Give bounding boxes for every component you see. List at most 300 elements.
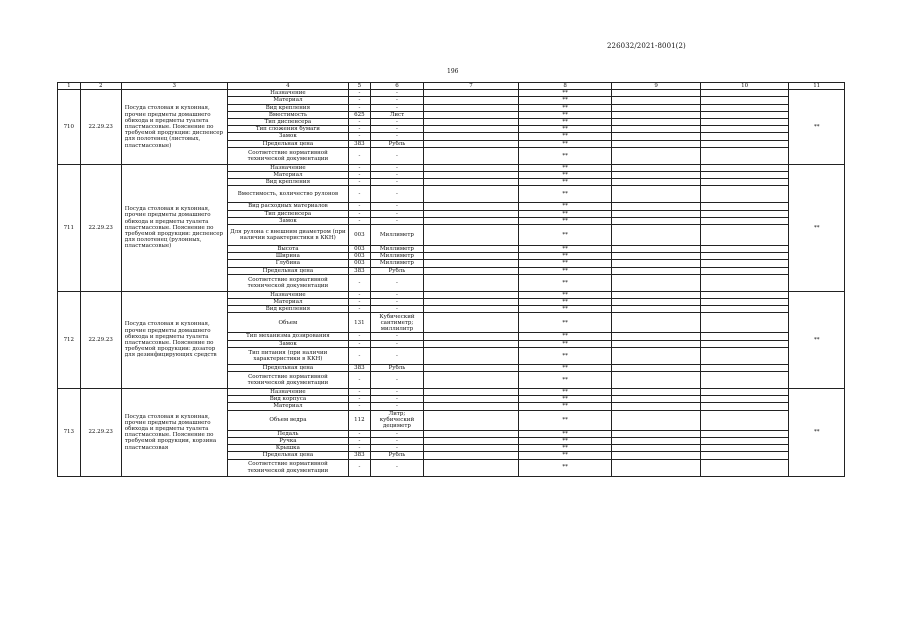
characteristic-name: Соответствие нормативной технической документации xyxy=(227,147,348,164)
column-7-cell xyxy=(424,306,519,313)
column-7-cell xyxy=(424,111,519,118)
column-10-cell xyxy=(700,133,788,140)
characteristic-name: Вместимость xyxy=(227,111,348,118)
unit-code: - xyxy=(349,147,371,164)
column-10-cell xyxy=(700,372,788,389)
column-7-cell xyxy=(424,267,519,274)
unit-code: - xyxy=(349,459,371,476)
unit-code: 003 xyxy=(349,260,371,267)
column-10-cell xyxy=(700,396,788,403)
unit-code: - xyxy=(349,126,371,133)
characteristic-value: ** xyxy=(518,306,612,313)
unit-name: - xyxy=(370,437,423,444)
characteristic-name: Высота xyxy=(227,246,348,253)
column-9-cell xyxy=(612,225,700,246)
column-7-cell xyxy=(424,104,519,111)
characteristic-name: Вместимость, количество рулонов xyxy=(227,186,348,203)
characteristic-name: Тип питания (при наличии характеристики в ККН) xyxy=(227,347,348,364)
characteristic-name: Замок xyxy=(227,340,348,347)
column-9-cell xyxy=(612,437,700,444)
column-9-cell xyxy=(612,403,700,410)
unit-code: 383 xyxy=(349,140,371,147)
characteristic-name: Назначение xyxy=(227,90,348,97)
column-10-cell xyxy=(700,147,788,164)
unit-code: - xyxy=(349,186,371,203)
characteristic-name: Предельная цена xyxy=(227,267,348,274)
column-9-cell xyxy=(612,133,700,140)
characteristic-name: Соответствие нормативной технической документации xyxy=(227,372,348,389)
characteristic-name: Вид расходных материалов xyxy=(227,203,348,210)
characteristic-name: Педаль xyxy=(227,430,348,437)
characteristic-value: ** xyxy=(518,111,612,118)
column-9-cell xyxy=(612,172,700,179)
column-7-cell xyxy=(424,203,519,210)
unit-name: Лист xyxy=(370,111,423,118)
column-9-cell xyxy=(612,430,700,437)
characteristic-name: Назначение xyxy=(227,389,348,396)
okpd-code: 22.29.23 xyxy=(80,90,121,165)
column-7-cell xyxy=(424,225,519,246)
characteristic-value: ** xyxy=(518,225,612,246)
characteristic-name: Тип диспенсера xyxy=(227,210,348,217)
characteristic-value: ** xyxy=(518,347,612,364)
column-9-cell xyxy=(612,104,700,111)
unit-name: - xyxy=(370,430,423,437)
column-10-cell xyxy=(700,225,788,246)
document-code: 226032/2021-8001(2) xyxy=(607,42,686,50)
column-9-cell xyxy=(612,333,700,340)
unit-code: 003 xyxy=(349,253,371,260)
unit-code: - xyxy=(349,347,371,364)
column-10-cell xyxy=(700,347,788,364)
column-7-cell xyxy=(424,372,519,389)
unit-code: 383 xyxy=(349,267,371,274)
row-number: 711 xyxy=(58,164,81,291)
unit-name: - xyxy=(370,104,423,111)
unit-code: - xyxy=(349,179,371,186)
column-7-cell xyxy=(424,246,519,253)
unit-code: - xyxy=(349,333,371,340)
characteristic-value: ** xyxy=(518,410,612,430)
unit-code: 383 xyxy=(349,452,371,459)
column-7-cell xyxy=(424,333,519,340)
column-10-cell xyxy=(700,179,788,186)
column-7-cell xyxy=(424,179,519,186)
column-7-cell xyxy=(424,260,519,267)
column-9-cell xyxy=(612,299,700,306)
column-7-cell xyxy=(424,147,519,164)
unit-name: - xyxy=(370,217,423,224)
column-10-cell xyxy=(700,274,788,291)
column-header-5: 5 xyxy=(349,83,371,90)
column-7-cell xyxy=(424,274,519,291)
characteristic-value: ** xyxy=(518,445,612,452)
characteristic-name: Объем ведра xyxy=(227,410,348,430)
characteristic-value: ** xyxy=(518,364,612,371)
unit-name: - xyxy=(370,210,423,217)
unit-code: - xyxy=(349,164,371,171)
characteristic-name: Тип диспенсера xyxy=(227,119,348,126)
row-number: 713 xyxy=(58,389,81,476)
column-9-cell xyxy=(612,90,700,97)
unit-name: - xyxy=(370,164,423,171)
table-header-row xyxy=(58,83,845,90)
unit-code: - xyxy=(349,104,371,111)
column-9-cell xyxy=(612,410,700,430)
product-name: Посуда столовая и кухонная, прочие предметы домашнего обихода и предметы туалета пластмассовые. Пояснение по требуемой продукции: диспенсер для полотенец (рулонных, пластмассовые) xyxy=(121,164,227,291)
characteristic-name: Замок xyxy=(227,133,348,140)
column-7-cell xyxy=(424,291,519,298)
unit-name: - xyxy=(370,445,423,452)
unit-name: - xyxy=(370,119,423,126)
unit-code: - xyxy=(349,340,371,347)
characteristic-value: ** xyxy=(518,372,612,389)
column-7-cell xyxy=(424,445,519,452)
column-10-cell xyxy=(700,104,788,111)
unit-code: - xyxy=(349,306,371,313)
column-10-cell xyxy=(700,111,788,118)
characteristic-value: ** xyxy=(518,104,612,111)
unit-name: - xyxy=(370,372,423,389)
characteristic-value: ** xyxy=(518,246,612,253)
product-name: Посуда столовая и кухонная, прочие предметы домашнего обихода и предметы туалета пластмассовые. Пояснение по требуемой продукции: диспенсер для полотенец (листовых, пластмассовые) xyxy=(121,90,227,165)
column-10-cell xyxy=(700,119,788,126)
column-10-cell xyxy=(700,172,788,179)
column-9-cell xyxy=(612,364,700,371)
column-header-9: 9 xyxy=(612,83,700,90)
column-9-cell xyxy=(612,147,700,164)
characteristic-value: ** xyxy=(518,260,612,267)
column-10-cell xyxy=(700,403,788,410)
page-number: 196 xyxy=(447,68,459,75)
characteristic-value: ** xyxy=(518,126,612,133)
characteristic-value: ** xyxy=(518,340,612,347)
unit-code: - xyxy=(349,389,371,396)
unit-name: Рубль xyxy=(370,364,423,371)
column-9-cell xyxy=(612,111,700,118)
column-10-cell xyxy=(700,333,788,340)
column-header-6: 6 xyxy=(370,83,423,90)
column-header-11: 11 xyxy=(789,83,845,90)
column-10-cell xyxy=(700,452,788,459)
unit-name: Рубль xyxy=(370,267,423,274)
column-7-cell xyxy=(424,340,519,347)
unit-code: 112 xyxy=(349,410,371,430)
unit-code: 625 xyxy=(349,111,371,118)
unit-name: - xyxy=(370,90,423,97)
specification-table xyxy=(57,82,845,477)
okpd-code: 22.29.23 xyxy=(80,389,121,476)
characteristic-value: ** xyxy=(518,274,612,291)
unit-code: - xyxy=(349,372,371,389)
column-10-cell xyxy=(700,410,788,430)
characteristic-value: ** xyxy=(518,430,612,437)
characteristic-value: ** xyxy=(518,333,612,340)
characteristic-value: ** xyxy=(518,179,612,186)
column-10-cell xyxy=(700,126,788,133)
column-7-cell xyxy=(424,140,519,147)
column-7-cell xyxy=(424,403,519,410)
characteristic-name: Предельная цена xyxy=(227,140,348,147)
unit-name: - xyxy=(370,203,423,210)
characteristic-name: Соответствие нормативной технической документации xyxy=(227,459,348,476)
column-10-cell xyxy=(700,267,788,274)
characteristic-name: Назначение xyxy=(227,164,348,171)
characteristic-value: ** xyxy=(518,140,612,147)
unit-name: Литр; кубический дециметр xyxy=(370,410,423,430)
column-9-cell xyxy=(612,210,700,217)
characteristic-value: ** xyxy=(518,299,612,306)
unit-name: - xyxy=(370,179,423,186)
column-10-cell xyxy=(700,364,788,371)
characteristic-name: Для рулона с внешним диаметром (при наличии характеристики в ККН) xyxy=(227,225,348,246)
characteristic-value: ** xyxy=(518,147,612,164)
unit-code: 003 xyxy=(349,225,371,246)
unit-code: - xyxy=(349,119,371,126)
unit-name: Рубль xyxy=(370,452,423,459)
column-7-cell xyxy=(424,119,519,126)
column-10-cell xyxy=(700,90,788,97)
characteristic-name: Объем xyxy=(227,313,348,333)
unit-code: 383 xyxy=(349,364,371,371)
column-9-cell xyxy=(612,274,700,291)
characteristic-name: Материал xyxy=(227,172,348,179)
column-10-cell xyxy=(700,313,788,333)
column-9-cell xyxy=(612,260,700,267)
okpd-code: 22.29.23 xyxy=(80,291,121,388)
column-7-cell xyxy=(424,430,519,437)
column-7-cell xyxy=(424,133,519,140)
unit-name: - xyxy=(370,133,423,140)
characteristic-name: Глубина xyxy=(227,260,348,267)
column-9-cell xyxy=(612,347,700,364)
column-9-cell xyxy=(612,140,700,147)
characteristic-name: Вид крепления xyxy=(227,179,348,186)
column-9-cell xyxy=(612,291,700,298)
characteristic-value: ** xyxy=(518,133,612,140)
column-9-cell xyxy=(612,126,700,133)
column-9-cell xyxy=(612,119,700,126)
unit-code: - xyxy=(349,274,371,291)
characteristic-value: ** xyxy=(518,203,612,210)
characteristic-value: ** xyxy=(518,90,612,97)
unit-name: Миллиметр xyxy=(370,260,423,267)
column-9-cell xyxy=(612,186,700,203)
characteristic-value: ** xyxy=(518,97,612,104)
unit-code: - xyxy=(349,396,371,403)
characteristic-name: Предельная цена xyxy=(227,452,348,459)
table-row xyxy=(58,164,845,171)
characteristic-name: Ручка xyxy=(227,437,348,444)
column-9-cell xyxy=(612,306,700,313)
unit-code: - xyxy=(349,210,371,217)
column-7-cell xyxy=(424,126,519,133)
unit-name: - xyxy=(370,186,423,203)
characteristic-value: ** xyxy=(518,459,612,476)
characteristic-value: ** xyxy=(518,389,612,396)
characteristic-name: Тип сложения бумаги xyxy=(227,126,348,133)
column-10-cell xyxy=(700,340,788,347)
characteristic-value: ** xyxy=(518,452,612,459)
unit-name: - xyxy=(370,147,423,164)
unit-name: - xyxy=(370,274,423,291)
characteristic-name: Назначение xyxy=(227,291,348,298)
unit-code: - xyxy=(349,203,371,210)
unit-name: - xyxy=(370,403,423,410)
column-9-cell xyxy=(612,340,700,347)
unit-code: - xyxy=(349,217,371,224)
unit-code: - xyxy=(349,403,371,410)
unit-name: - xyxy=(370,306,423,313)
table-row xyxy=(58,389,845,396)
row-number: 710 xyxy=(58,90,81,165)
column-7-cell xyxy=(424,396,519,403)
column-11-value: ** xyxy=(789,164,845,291)
unit-code: 131 xyxy=(349,313,371,333)
column-7-cell xyxy=(424,90,519,97)
unit-name: - xyxy=(370,396,423,403)
column-10-cell xyxy=(700,260,788,267)
unit-code: - xyxy=(349,445,371,452)
column-10-cell xyxy=(700,97,788,104)
characteristic-name: Материал xyxy=(227,299,348,306)
column-header-4: 4 xyxy=(227,83,348,90)
column-9-cell xyxy=(612,313,700,333)
characteristic-value: ** xyxy=(518,437,612,444)
table-row xyxy=(58,291,845,298)
characteristic-value: ** xyxy=(518,313,612,333)
okpd-code: 22.29.23 xyxy=(80,164,121,291)
characteristic-name: Тип механизма дозирования xyxy=(227,333,348,340)
column-7-cell xyxy=(424,364,519,371)
column-9-cell xyxy=(612,445,700,452)
column-9-cell xyxy=(612,396,700,403)
column-11-value: ** xyxy=(789,291,845,388)
characteristic-value: ** xyxy=(518,217,612,224)
unit-name: - xyxy=(370,299,423,306)
column-7-cell xyxy=(424,459,519,476)
unit-code: - xyxy=(349,430,371,437)
column-7-cell xyxy=(424,389,519,396)
unit-name: Миллиметр xyxy=(370,225,423,246)
unit-name: - xyxy=(370,291,423,298)
column-11-value: ** xyxy=(789,389,845,476)
column-7-cell xyxy=(424,253,519,260)
column-10-cell xyxy=(700,164,788,171)
unit-name: - xyxy=(370,347,423,364)
product-name: Посуда столовая и кухонная, прочие предметы домашнего обихода и предметы туалета пластмассовые. Пояснение по требуемой продукции: дозатор для дезинфицирующих средств xyxy=(121,291,227,388)
column-10-cell xyxy=(700,389,788,396)
characteristic-name: Материал xyxy=(227,97,348,104)
unit-code: - xyxy=(349,133,371,140)
column-7-cell xyxy=(424,347,519,364)
unit-name: Кубический сантиметр; миллилитр xyxy=(370,313,423,333)
column-7-cell xyxy=(424,437,519,444)
unit-name: - xyxy=(370,333,423,340)
row-number: 712 xyxy=(58,291,81,388)
characteristic-value: ** xyxy=(518,186,612,203)
unit-name: - xyxy=(370,340,423,347)
column-header-2: 2 xyxy=(80,83,121,90)
unit-code: - xyxy=(349,97,371,104)
unit-name: - xyxy=(370,97,423,104)
column-7-cell xyxy=(424,410,519,430)
column-9-cell xyxy=(612,452,700,459)
characteristic-value: ** xyxy=(518,164,612,171)
column-10-cell xyxy=(700,459,788,476)
unit-name: Миллиметр xyxy=(370,246,423,253)
column-10-cell xyxy=(700,253,788,260)
characteristic-value: ** xyxy=(518,253,612,260)
column-7-cell xyxy=(424,452,519,459)
column-7-cell xyxy=(424,299,519,306)
column-10-cell xyxy=(700,217,788,224)
characteristic-value: ** xyxy=(518,119,612,126)
characteristic-name: Предельная цена xyxy=(227,364,348,371)
column-header-3: 3 xyxy=(121,83,227,90)
table-row xyxy=(58,90,845,97)
column-10-cell xyxy=(700,186,788,203)
column-header-10: 10 xyxy=(700,83,788,90)
column-9-cell xyxy=(612,389,700,396)
column-10-cell xyxy=(700,291,788,298)
unit-name: - xyxy=(370,389,423,396)
column-10-cell xyxy=(700,299,788,306)
column-11-value: ** xyxy=(789,90,845,165)
unit-code: - xyxy=(349,299,371,306)
characteristic-value: ** xyxy=(518,396,612,403)
column-10-cell xyxy=(700,306,788,313)
column-9-cell xyxy=(612,179,700,186)
column-9-cell xyxy=(612,164,700,171)
characteristic-value: ** xyxy=(518,210,612,217)
unit-name: - xyxy=(370,126,423,133)
column-header-1: 1 xyxy=(58,83,81,90)
unit-name: Рубль xyxy=(370,140,423,147)
column-10-cell xyxy=(700,140,788,147)
column-9-cell xyxy=(612,97,700,104)
column-9-cell xyxy=(612,203,700,210)
unit-code: - xyxy=(349,437,371,444)
column-10-cell xyxy=(700,445,788,452)
table-body xyxy=(58,90,845,476)
column-9-cell xyxy=(612,459,700,476)
column-header-7: 7 xyxy=(424,83,519,90)
characteristic-value: ** xyxy=(518,403,612,410)
unit-name: - xyxy=(370,172,423,179)
column-10-cell xyxy=(700,210,788,217)
characteristic-name: Замок xyxy=(227,217,348,224)
column-7-cell xyxy=(424,164,519,171)
column-10-cell xyxy=(700,246,788,253)
column-9-cell xyxy=(612,217,700,224)
unit-name: Миллиметр xyxy=(370,253,423,260)
unit-code: - xyxy=(349,172,371,179)
column-10-cell xyxy=(700,437,788,444)
column-9-cell xyxy=(612,253,700,260)
characteristic-value: ** xyxy=(518,291,612,298)
characteristic-name: Материал xyxy=(227,403,348,410)
column-header-8: 8 xyxy=(518,83,612,90)
column-9-cell xyxy=(612,372,700,389)
characteristic-name: Крышка xyxy=(227,445,348,452)
column-7-cell xyxy=(424,186,519,203)
characteristic-name: Вид крепления xyxy=(227,104,348,111)
column-10-cell xyxy=(700,203,788,210)
characteristic-name: Ширина xyxy=(227,253,348,260)
characteristic-value: ** xyxy=(518,172,612,179)
characteristic-name: Соответствие нормативной технической документации xyxy=(227,274,348,291)
